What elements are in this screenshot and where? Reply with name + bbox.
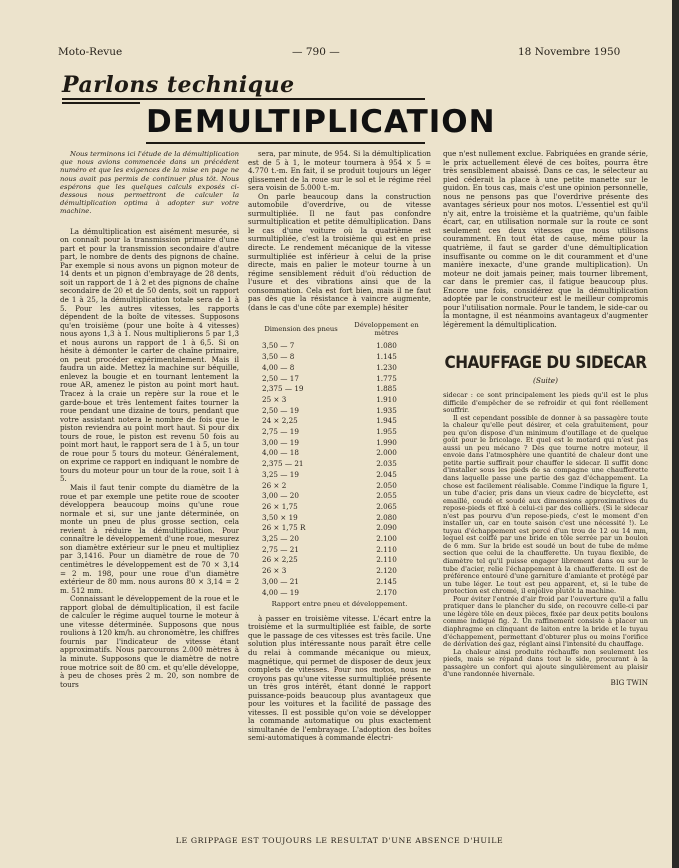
development-cell: 1.945 [376, 416, 397, 426]
tire-dimension-cell: 3,00 — 19 [262, 437, 299, 447]
development-cell: 1.935 [376, 405, 397, 415]
tire-dimension-cell: 3,00 — 21 [262, 576, 299, 586]
table-row [254, 384, 425, 395]
tire-dimension-cell: 2,50 — 17 [262, 373, 299, 383]
development-cell: 1.910 [376, 394, 397, 404]
table-row [254, 545, 425, 556]
table-row [254, 416, 425, 427]
table-row [254, 438, 425, 449]
table-caption: Rapport entre pneu et développement. [271, 600, 408, 609]
development-cell: 1.080 [376, 341, 397, 351]
table-row [254, 513, 425, 524]
table-row [254, 555, 425, 566]
tire-dimension-cell: 2,75 — 21 [262, 544, 299, 554]
tire-table-block [254, 320, 425, 608]
development-cell: 2.090 [376, 523, 397, 533]
article-intro [60, 150, 239, 216]
tire-development-table [254, 320, 425, 598]
tire-dimension-cell: 4,00 — 18 [262, 448, 299, 458]
header-date: 18 Novembre 1950 [518, 46, 621, 58]
body-paragraph: Pour éviter l'entrée d'air froid par l'ouverture qu'il a fallu pratiquer dans le plancher du side, on recouvre celle-ci par une légère tôle en deux pièces, fixée par deux petits boulons comme indiqué fig. 2. Un raffinement consiste à placer un diaphragme en clinquant de laiton entre la bride et le tuyau d'échappement, permettant d'obturer plus ou moins l'orifice de dérivation des gaz, réglant ainsi l'intensité du chauffage. [443, 594, 648, 649]
table-row [254, 491, 425, 502]
development-cell: 2.110 [376, 555, 397, 565]
column-2 [248, 150, 431, 830]
table-row [254, 363, 425, 374]
table-row [254, 459, 425, 470]
development-cell: 2.170 [376, 587, 397, 597]
development-cell: 2.110 [376, 544, 397, 554]
page-footer: LE GRIPPAGE EST TOUJOURS LE RESULTAT D'UNE ABSENCE D'HUILE [175, 836, 504, 845]
tire-dimension-cell: 3,25 — 20 [262, 534, 299, 544]
table-row [254, 566, 425, 577]
tire-dimension-cell: 3,25 — 19 [262, 469, 299, 479]
tire-dimension-cell: 2,375 — 19 [262, 384, 304, 394]
section-label: Parlons technique [62, 72, 295, 98]
table-header-development: Développement en mètres [354, 321, 419, 338]
table-row [254, 577, 425, 588]
tire-dimension-cell: 25 × 3 [262, 394, 287, 404]
body-paragraph: Il est cependant possible de donner à sa passagère toute la chaleur qu'elle peut désirer, et cela gratuitement, pour peu qu'on dispose d'un minimum d'outillage et de quelque goût pour le bricolage. Et quel est le motard qui n'est pas aussi un peu mécano ? Dès que tourne notre moteur, il envoie dans l'atmosphère une quantité de chaleur dont une petite partie suffirait pour chauffer le sidecar. Il suffit donc d'installer sous les pieds de sa compagne une chaufferette dans laquelle passe une partie des gaz d'échappement. La chose est facilement réalisable. Comme l'indique la figure 1, un tube d'acier, pris dans un vieux cadre de bicyclette, est emaillé, coudé et soudé aux dimensions approximatives du repose-pieds et fixé à celui-ci par des colliers. (Si le sidecar n'est pas pourvu d'un repose-pieds, c'est le moment d'en installer un, car en toute saison c'est une nécessité !). Le tuyau d'échappement est percé d'un trou de 12 ou 14 mm, lequel est coiffé par une bride en tôle serrée par un boulon de 6 mm. Sur la bride est soudé un bout de tube de même section que celui de la chaufferette. Un tuyau flexible, de diamètre tel qu'il puisse engager librement dans ou sur le tube d'acier, relie l'échappement à la chaufferette. Il est de préférence entouré d'une garniture d'amiante et protégé par un tube léger. Le tout est peu apparent, et, si le tube de protection est chromé, il enjolive plutôt la machine. [443, 413, 648, 596]
table-body [254, 341, 425, 598]
table-row [254, 352, 425, 363]
tire-dimension-cell: 2,50 — 19 [262, 405, 299, 415]
tire-dimension-cell: 3,50 — 7 [262, 341, 295, 351]
body-paragraph: que n'est nullement exclue. Fabriquées en grande série, le prix actuellement élevé de ces boîtes, pourra être très sensiblement abaissé. Dans ce cas, le sélecteur au pied céderait la place à une petite manette sur le guidon. En tous cas, mais c'est une opinion personnelle, nous ne pensons pas que l'overdrive présente des avantages sérieux pour nos motos. L'essentiel est qu'il n'y ait, entre la troisième et la quatrième, qu'un faible écart, car, en utilisation normale sur la route ce sont seulement ces deux vitesses que nous utilisons couramment. En tout état de cause, même pour la quatrième, il faut se garder d'une démultiplication insuffisante ou comme on le dit couramment et d'une manière inexacte, d'une grande multiplication). Un moteur ne doit jamais peiner, mais tourner librement, car dans le premier cas, il fatigue beaucoup plus. Encore une fois, considérez que la démultiplication adoptée par le constructeur est le meilleur compromis pour l'utilisation normale. Pour le tandem, le side-car ou la montagne, il est néanmoins avantageux d'augmenter légèrement la démultiplication. [443, 150, 648, 329]
development-cell: 1.775 [376, 373, 397, 383]
tire-dimension-cell: 3,50 — 8 [262, 352, 295, 362]
tire-dimension-cell: 2,375 — 21 [262, 459, 304, 469]
development-cell: 2.055 [376, 491, 397, 501]
tire-dimension-cell: 2,75 — 19 [262, 427, 299, 437]
article-title: DEMULTIPLICATION [146, 104, 496, 140]
body-paragraph: La démultiplication est aisément mesurée, si on connaît pour la transmission primaire d'une part et pour la transmission secondaire d'autre part, le nombre de dents des pignons de chaîne. Par exemple si nous avons un pignon moteur de 14 dents et un pignon d'embrayage de 28 dents, soit un rapport de 1 à 2 et des pignons de chaîne secondaire de 20 et de 50 dents, soit un rapport de 1 à 25, la démultiplication totale sera de 1 à 5. Pour les autres vitesses, les rapports dépendent de la boîte de vitesses. Supposons qu'en troisième (pour une boîte à 4 vitesses) nous ayons 1,3 à 1. Nous multiplierons 5 par 1,3 et nous aurons un rapport de 1 à 6,5. Si on hésite à démonter le carter de chaîne primaire, on peut procéder expérimentalement. Mais il faudra un aide. Mettez la machine sur béquille, enlevez la bougie et en tournant lentement la roue AR, amenez le piston au point mort haut. Tracez à la craie un repère sur la roue et le garde-boue et très lentement faites tourner la roue pendant une dizaine de tours, pendant que votre assistant notera le nombre de fois que le piston reviendra au point mort haut. Si pour dix tours de roue, le piston est revenu 50 fois au point mort haut, le rapport sera de 1 à 5, un tour de roue pour 5 tours du moteur. Généralement, on exprime ce rapport en indiquant le nombre de tours du moteur pour un tour de la roue, soit 1 à 5. [60, 226, 239, 484]
table-row [254, 341, 425, 352]
table-row [254, 588, 425, 599]
tire-dimension-cell: 3,50 × 19 [262, 512, 298, 522]
section-rule-left [62, 102, 140, 144]
development-cell: 2.080 [376, 512, 397, 522]
chauffage-suite: (Suite) [533, 376, 558, 385]
development-cell: 2.045 [376, 469, 397, 479]
development-cell: 2.000 [376, 448, 397, 458]
development-cell: 2.120 [376, 566, 397, 576]
tire-dimension-cell: 4,00 — 19 [262, 587, 299, 597]
tire-dimension-cell: 26 × 1,75 [262, 501, 298, 511]
development-cell: 1.990 [376, 437, 397, 447]
tire-dimension-cell: 26 × 2,25 [262, 555, 298, 565]
table-row [254, 523, 425, 534]
development-cell: 2.050 [376, 480, 397, 490]
section-rule-top [62, 98, 425, 100]
development-cell: 1.885 [376, 384, 397, 394]
table-row [254, 395, 425, 406]
tire-dimension-cell: 4,00 — 8 [262, 362, 295, 372]
column-1 [60, 150, 239, 830]
body-paragraph: Mais il faut tenir compte du diamètre de la roue et par exemple une petite roue de scooter développera beaucoup moins qu'une roue normale et si, sur une jante déterminée, on monte un pneu de plus grosse section, cela revient à réduire la démultiplication. Pour connaître le développement d'une roue, mesurez son diamètre extérieur sur le pneu et multipliez par 3,1416. Pour un diamètre de roue de 70 centimètres le développement est de 70 × 3,14 = 2 m. 198, pour une roue d'un diamètre extérieur de 80 mm. nous aurons 80 × 3,14 = 2 m. 512 mm. [60, 483, 239, 595]
table-header-dimension: Dimension des pneus [264, 325, 338, 334]
title-underline [146, 142, 425, 144]
development-cell: 1.145 [376, 352, 397, 362]
table-row [254, 448, 425, 459]
development-cell: 2.145 [376, 576, 397, 586]
header-page-number: — 790 — [292, 46, 340, 58]
table-row [254, 470, 425, 481]
table-row [254, 502, 425, 513]
tire-dimension-cell: 26 × 2 [262, 480, 287, 490]
development-cell: 2.035 [376, 459, 397, 469]
body-paragraph: La chaleur ainsi produite réchauffe non seulement les pieds, mais se répand dans tout le side, procurant à la passagère un confort qui ajoute singulièrement au plaisir d'une randonnée hivernale. [443, 647, 648, 679]
body-paragraph: sidecar : ce sont principalement les pieds qu'il est le plus difficile d'empêcher de se refroidir et qui font réellement souffrir. [443, 392, 648, 415]
table-row [254, 534, 425, 545]
table-row [254, 374, 425, 385]
body-paragraph: à passer en troisième vitesse. L'écart entre la troisième et la surmultipliée est faible, de sorte que le passage de ces vitesses est très facile. Une solution plus intéressante nous paraît être celle du relai à commande mécanique ou mieux, magnétique, qui permet de disposer de deux jeux complets de vitesses. Pour nos motos, nous ne croyons pas qu'une vitesse surmultipliée présente un très gros intérêt, étant donné le rapport puissance-poids beaucoup plus avantageux que pour les voitures et la facilité de passage des vitesses. Il est possible qu'on voie se développer la commande automatique ou plus exactement simultanée de l'embrayage. L'adoption des boîtes semi-automatiques à commande électri- [248, 613, 431, 743]
author-signature: BIG TWIN [610, 677, 648, 687]
development-cell: 2.100 [376, 534, 397, 544]
development-cell: 2.065 [376, 501, 397, 511]
intro-paragraph: Nous terminons ici l'étude de la démultiplication que nous avions commencée dans un précédent numéro et que les exigences de la mise en page ne nous avait pas permis de continuer plus tôt. Nous espérons que les quelques calculs exposés ci-dessous nous permettront de calculer la démultiplication optima à adopter sur votre machine. [60, 150, 239, 216]
page-edge [672, 0, 679, 868]
chauffage-title: CHAUFFAGE DU SIDECAR [444, 353, 647, 373]
body-paragraph: Connaissant le développement de la roue et le rapport global de démultiplication, il est facile de calculer le régime auquel tourne le moteur à une vitesse déterminée. Supposons que nous roulions à 120 km/h. au chronomètre, les chiffres fournis par l'indicateur de vitesse étant approximatifs. Nous parcourons 2.000 mètres à la minute. Supposons que le diamètre de notre roue motrice soit de 80 cm. et qu'elle développe, à peu de choses près 2 m. 20, son nombre de tours [60, 594, 239, 689]
tire-dimension-cell: 3,00 — 20 [262, 491, 299, 501]
column-3-top [443, 150, 648, 348]
tire-dimension-cell: 26 × 1,75 R [262, 523, 306, 533]
tire-dimension-cell: 26 × 3 [262, 566, 287, 576]
body-paragraph: On parle beaucoup dans la construction automobile d'overdrive, ou de vitesse surmultipliée. Il ne faut pas confondre surmultiplication et petite démultiplication. Dans le cas d'une voiture où la quatrième est surmultipliée, c'est la troisième qui est en prise directe. Le rendement mécanique de la vitesse surmultipliée est inférieur à celui de la prise directe, mais en palier le moteur tourne à un régime sensiblement réduit d'où réduction de l'usure et des vibrations ainsi que de la consommation. Cela est fort bien, mais il ne faut pas dès que la résistance à vaincre augmente, (dans le cas d'une côte par exemple) hésiter [248, 191, 431, 312]
tire-dimension-cell: 24 × 2,25 [262, 416, 298, 426]
body-paragraph: sera, par minute, de 954. Si la démultiplication est de 5 à 1, le moteur tournera à 954 × 5 = 4.770 t.-m. En fait, il se produit toujours un léger glissement de la roue sur le sol et le régime réel sera voisin de 5.000 t.-m. [248, 150, 431, 193]
development-cell: 1.230 [376, 362, 397, 372]
header-magazine-name: Moto-Revue [58, 46, 123, 58]
table-row [254, 406, 425, 417]
development-cell: 1.955 [376, 427, 397, 437]
table-row [254, 481, 425, 492]
table-row [254, 427, 425, 438]
column-3-bottom [443, 392, 648, 830]
